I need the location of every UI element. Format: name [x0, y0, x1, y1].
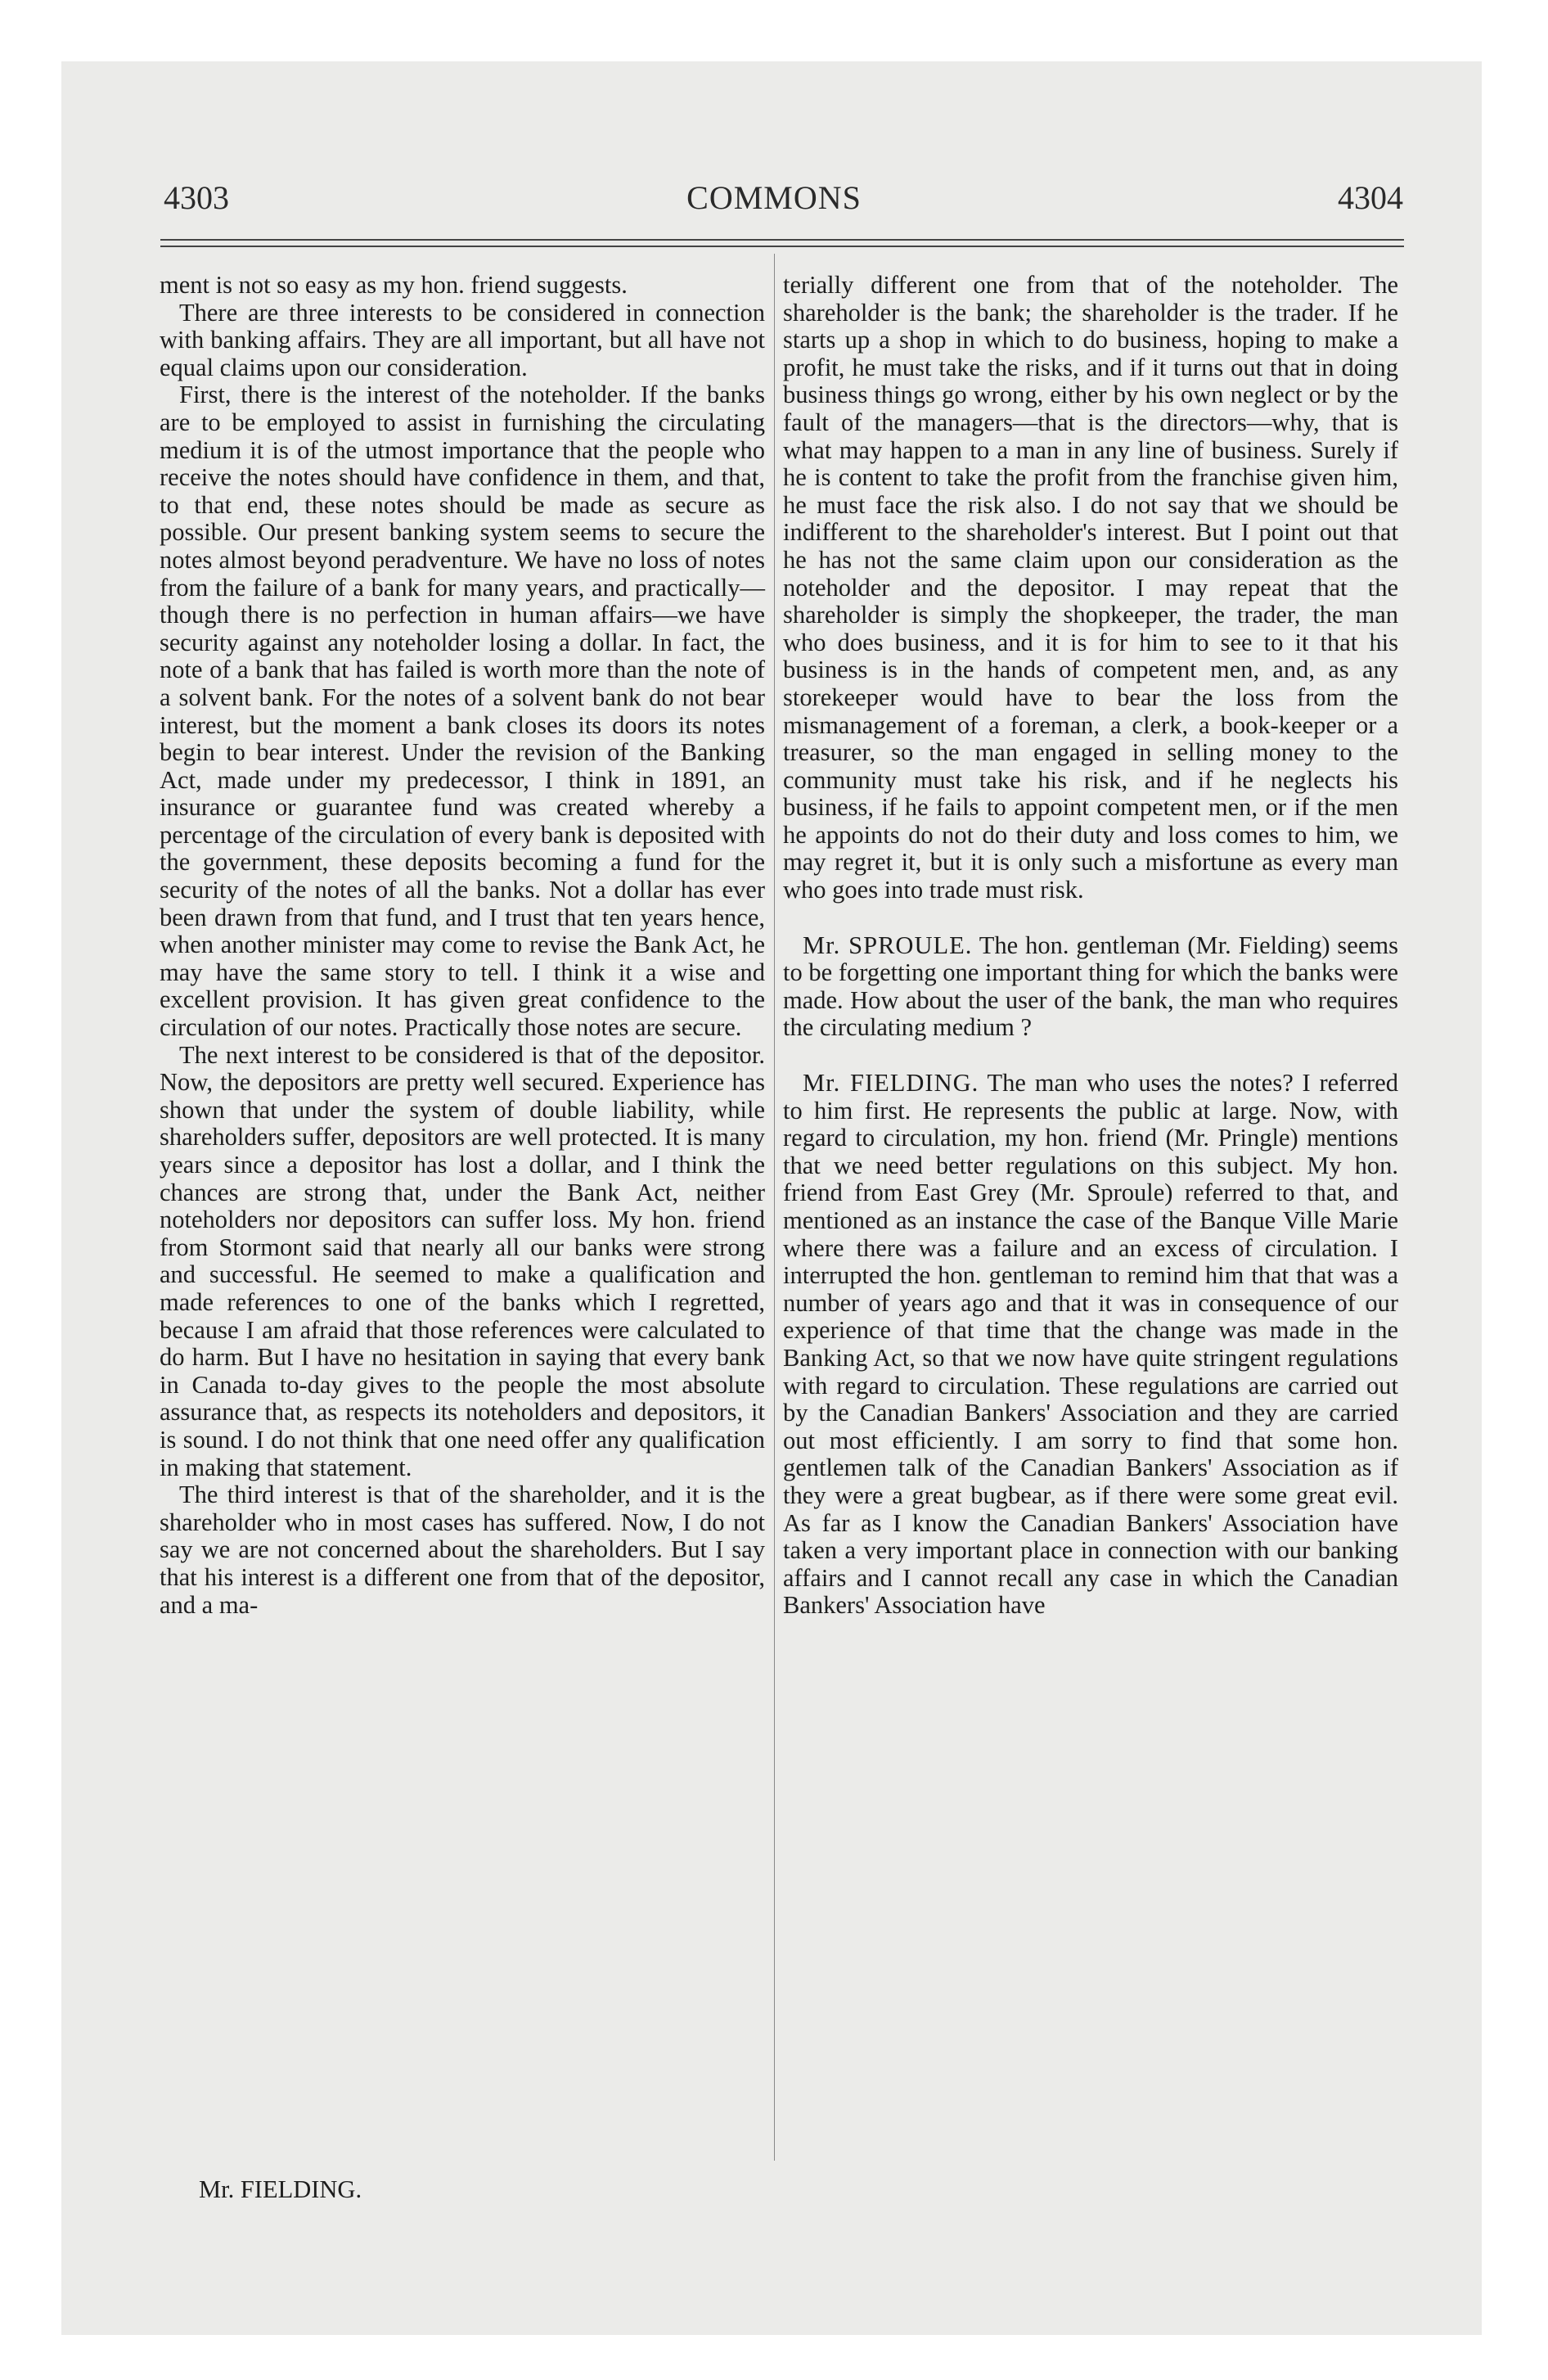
paragraph-gap — [783, 904, 1398, 932]
paragraph-gap — [783, 1042, 1398, 1070]
speech-text: The man who uses the notes? I referred to him first. He represents the public at large. Now, with regard to circulation, my hon. friend (Mr. Pringle) mentions that we need better regulations on this subject. My hon. friend from East Grey (Mr. Sproule) referred to that, and mentioned as an instance the case of the Banque Ville Marie where there was a failure and an excess of circulation. I interrupted the hon. gentleman to remind him that that was a number of years ago and that it was in consequence of our experience of that time that the change was made in the Banking Act, so that we now have quite stringent regulations with regard to circulation. These regulations are carried out by the Canadian Bankers' Association and they are carried out most efficiently. I am sorry to find that some hon. gentlemen talk of the Canadian Bankers' Association as if they were a great bugbear, as if there were some great evil. As far as I know the Canadian Bankers' Association have taken a very important place in connection with our banking affairs and I cannot recall any case in which the Canadian Bankers' Association have — [783, 1069, 1398, 1620]
page-number-right: 4304 — [1338, 179, 1403, 216]
paragraph: First, there is the interest of the noteholder. If the banks are to be employed to assist in furnishing the circulating medium it is of the utmost importance that the people who receive the notes should have confidence in them, and that, to that end, these notes should be made as secure as possible. Our present banking system seems to secure the notes almost beyond peradventure. We have no loss of notes from the failure of a bank for many years, and practically—though there is no perfection in human affairs—we have security against any noteholder losing a dollar. In fact, the note of a bank that has failed is worth more than the note of a solvent bank. For the notes of a solvent bank do not bear interest, but the moment a bank closes its doors its notes begin to bear interest. Under the revision of the Banking Act, made under my predecessor, I think in 1891, an insurance or guarantee fund was created whereby a percentage of the circulation of every bank is deposited with the government, these deposits becoming a fund for the security of the notes of all the banks. Not a dollar has ever been drawn from that fund, and I trust that ten years hence, when another minister may come to revise the Bank Act, he may have the same story to tell. I think it a wise and excellent provision. It has given great confidence to the circulation of our notes. Practically those notes are secure. — [160, 381, 765, 1042]
paragraph: terially different one from that of the noteholder. The shareholder is the bank; the shareholder is the trader. If he starts up a shop in which to do business, hoping to make a profit, he must take the risks, and if it turns out that in doing business things go wrong, either by his own neglect or by the fault of the managers—that is the directors—why, that is what may happen to a man in any line of business. Surely if he is content to take the profit from the franchise given him, he must face the risk also. I do not say that we should be indifferent to the shareholder's interest. But I point out that he has not the same claim upon our consideration as the noteholder and the depositor. I may repeat that the shareholder is simply the shopkeeper, the trader, the man who does business, and it is for him to see to it that his business is in the hands of competent men, and, as any storekeeper would have to bear the loss from the mismanagement of a foreman, a clerk, a book-keeper or a treasurer, so the man engaged in selling money to the community must take his risk, and if he neglects his business, if he fails to appoint competent men, or if the men he appoints do not do their duty and loss comes to him, we may regret it, but it is only such a misfortune as every man who goes into trade must risk. — [783, 271, 1398, 904]
header-rule-bottom — [160, 246, 1404, 247]
left-column — [160, 272, 765, 1619]
page-number-left: 4303 — [164, 179, 229, 216]
paragraph: There are three interests to be considered in connection with banking affairs. They are all important, but all have not equal claims upon our consideration. — [160, 298, 765, 381]
column-divider — [774, 254, 775, 2161]
speech-text: The hon. gentleman (Mr. Fielding) seems to be forgetting one important thing for which the banks were made. How about the user of the bank, the man who requires the circulating medium ? — [783, 931, 1398, 1042]
speech-paragraph — [783, 932, 1398, 1042]
paragraph: The next interest to be considered is that of the depositor. Now, the depositors are pretty well secured. Experience has shown that under the system of double liability, while shareholders suffer, depositors are well protected. It is many years since a depositor has lost a dollar, and I think the chances are strong that, under the Bank Act, neither noteholders nor depositors can suffer loss. My hon. friend from Stormont said that nearly all our banks were strong and successful. He seemed to make a qualification and made references to one of the banks which I regretted, because I am afraid that those references were calculated to do harm. But I have no hesitation in saying that every bank in Canada to-day gives to the people the most absolute assurance that, as respects its noteholders and depositors, it is sound. I do not think that one need offer any qualification in making that statement. — [160, 1040, 765, 1481]
paragraph: The third interest is that of the shareholder, and it is the shareholder who in most cases has suffered. Now, I do not say we are not concerned about the shareholders. But I say that his interest is a different one from that of the depositor, and a ma- — [160, 1481, 765, 1619]
footer-speaker: Mr. FIELDING. — [199, 2175, 362, 2203]
speech-paragraph — [783, 1070, 1398, 1620]
right-column — [783, 272, 1398, 1620]
paragraph: ment is not so easy as my hon. friend suggests. — [160, 271, 628, 299]
header-rule-top — [160, 239, 1404, 241]
running-title: COMMONS — [686, 179, 862, 216]
speaker-name: Mr. SPROULE. — [803, 931, 973, 959]
speaker-name: Mr. FIELDING. — [803, 1069, 979, 1098]
